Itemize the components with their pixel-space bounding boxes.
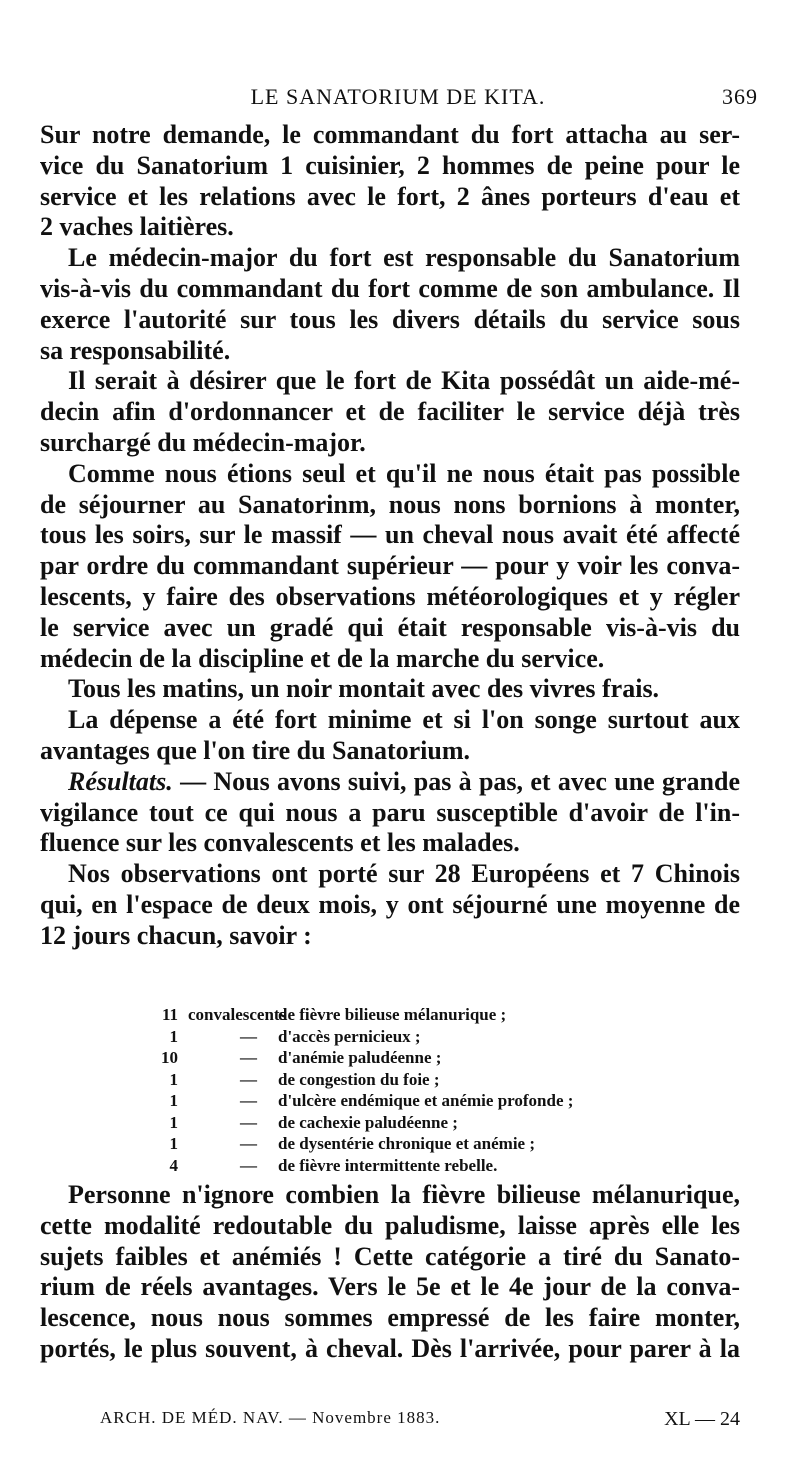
text-line: lescence, nous nous sommes empressé de les faire monter, xyxy=(40,1303,740,1333)
case-category: convalescents xyxy=(188,1005,287,1024)
case-description: de dysentérie chronique et anémie ; xyxy=(278,1134,536,1153)
text-line: par ordre du commandant supérieur — pour y voir les conva- xyxy=(40,551,740,581)
case-count: 1 xyxy=(169,1112,178,1132)
case-count: 10 xyxy=(161,1048,178,1067)
running-title: LE SANATORIUM DE KITA. xyxy=(250,84,546,109)
text-line: Le médecin-major du fort est responsable du Sanatorium xyxy=(68,243,740,273)
text-line: médecin de la discipline et de la marche du service. xyxy=(40,643,605,673)
list-item xyxy=(148,1112,668,1134)
text-line: cette modalité redoutable du paludisme, laisse après elle les xyxy=(40,1210,740,1240)
text-line: vis-à-vis du commandant du fort comme de son ambulance. Il xyxy=(40,273,740,303)
text-line: fluence sur les convalescents et les malades. xyxy=(40,828,520,858)
text-line: La dépense a été fort minime et si l'on songe surtout aux xyxy=(68,705,740,735)
text-line: 12 jours chacun, savoir : xyxy=(40,920,312,950)
case-category: — xyxy=(240,1112,257,1132)
case-description: de fièvre bilieuse mélanurique ; xyxy=(278,1005,507,1024)
case-count: 1 xyxy=(169,1026,178,1046)
list-item xyxy=(148,1047,668,1069)
case-description: d'anémie paludéenne ; xyxy=(278,1048,442,1067)
body-text-continued xyxy=(40,1180,740,1365)
text-line: tous les soirs, sur le massif — un cheval nous avait été affecté xyxy=(40,520,740,550)
text-line: service et les relations avec le fort, 2 ânes porteurs d'eau et xyxy=(40,181,740,211)
text-line: exerce l'autorité sur tous les divers détails du service sous xyxy=(40,304,740,334)
text-line: Nos observations ont porté sur 28 Européens et 7 Chinois xyxy=(68,859,740,889)
case-description: de congestion du foie ; xyxy=(278,1069,440,1089)
journal-reference: ARCH. DE MÉD. NAV. — Novembre 1883. xyxy=(100,1408,441,1427)
text-line: Il serait à désirer que le fort de Kita possédât un aide-mé- xyxy=(68,366,740,396)
text-line: Sur notre demande, le commandant du fort attacha au ser- xyxy=(40,120,740,149)
text-line: lescents, y faire des observations météorologiques et y régler xyxy=(40,581,740,611)
case-count: 1 xyxy=(169,1069,178,1089)
text-line: sujets faibles et anémiés ! Cette catégorie a tiré du Sanato- xyxy=(40,1241,740,1271)
text-line: le service avec un gradé qui était responsable vis-à-vis du xyxy=(40,612,740,642)
case-category: — xyxy=(240,1091,257,1110)
text-line: Comme nous étions seul et qu'il ne nous était pas possible xyxy=(68,458,740,488)
text-line: sa responsabilité. xyxy=(40,335,231,365)
case-count: 1 xyxy=(169,1134,178,1153)
list-item xyxy=(148,1004,668,1026)
list-item xyxy=(148,1090,668,1112)
case-description: d'ulcère endémique et anémie profonde ; xyxy=(278,1091,574,1110)
cases-list xyxy=(148,1004,668,1176)
list-item xyxy=(148,1155,668,1177)
text-line: qui, en l'espace de deux mois, y ont séjourné une moyenne de xyxy=(40,889,740,919)
text-line: surchargé du médecin-major. xyxy=(40,427,366,457)
text-line: avantages que l'on tire du Sanatorium. xyxy=(40,735,471,765)
text-line: vigilance tout ce qui nous a paru susceptible d'avoir de l'in- xyxy=(40,797,740,827)
case-count: 4 xyxy=(169,1155,178,1175)
text-line: 2 vaches laitières. xyxy=(40,212,234,242)
page-number: 369 xyxy=(722,84,758,109)
text-line: vice du Sanatorium 1 cuisinier, 2 hommes de peine pour le xyxy=(40,150,740,180)
list-item xyxy=(148,1026,668,1048)
case-description: de cachexie paludéenne ; xyxy=(278,1112,458,1132)
case-category: — xyxy=(240,1026,257,1046)
body-text xyxy=(40,120,740,952)
case-category: — xyxy=(240,1048,257,1067)
case-category: — xyxy=(240,1155,257,1175)
text-line: decin afin d'ordonnancer et de faciliter le service déjà très xyxy=(40,397,740,427)
text-line: portés, le plus souvent, à cheval. Dès l'arrivée, pour parer à la xyxy=(40,1333,740,1363)
case-description: d'accès pernicieux ; xyxy=(278,1026,421,1046)
case-count: 11 xyxy=(161,1005,178,1024)
text-line: rium de réels avantages. Vers le 5e et le 4e jour de la conva- xyxy=(40,1272,740,1302)
list-item xyxy=(148,1133,668,1155)
text-line xyxy=(40,767,740,798)
list-item xyxy=(148,1069,668,1091)
case-category: — xyxy=(240,1134,257,1153)
case-category: — xyxy=(240,1069,257,1089)
running-head xyxy=(38,84,758,114)
text-line: Tous les matins, un noir montait avec des vivres frais. xyxy=(68,674,660,704)
resultats-label: Résultats. xyxy=(68,766,173,796)
text-line-rest: — Nous avons suivi, pas à pas, et avec une grande xyxy=(180,766,740,796)
page-footer xyxy=(100,1408,740,1436)
case-description: de fièvre intermittente rebelle. xyxy=(278,1155,498,1175)
text-line: Personne n'ignore combien la fièvre bilieuse mélanurique, xyxy=(68,1180,740,1209)
text-line: de séjourner au Sanatorinm, nous nons bornions à monter, xyxy=(40,489,740,519)
case-count: 1 xyxy=(169,1091,178,1110)
signature-mark: XL — 24 xyxy=(664,1408,740,1430)
